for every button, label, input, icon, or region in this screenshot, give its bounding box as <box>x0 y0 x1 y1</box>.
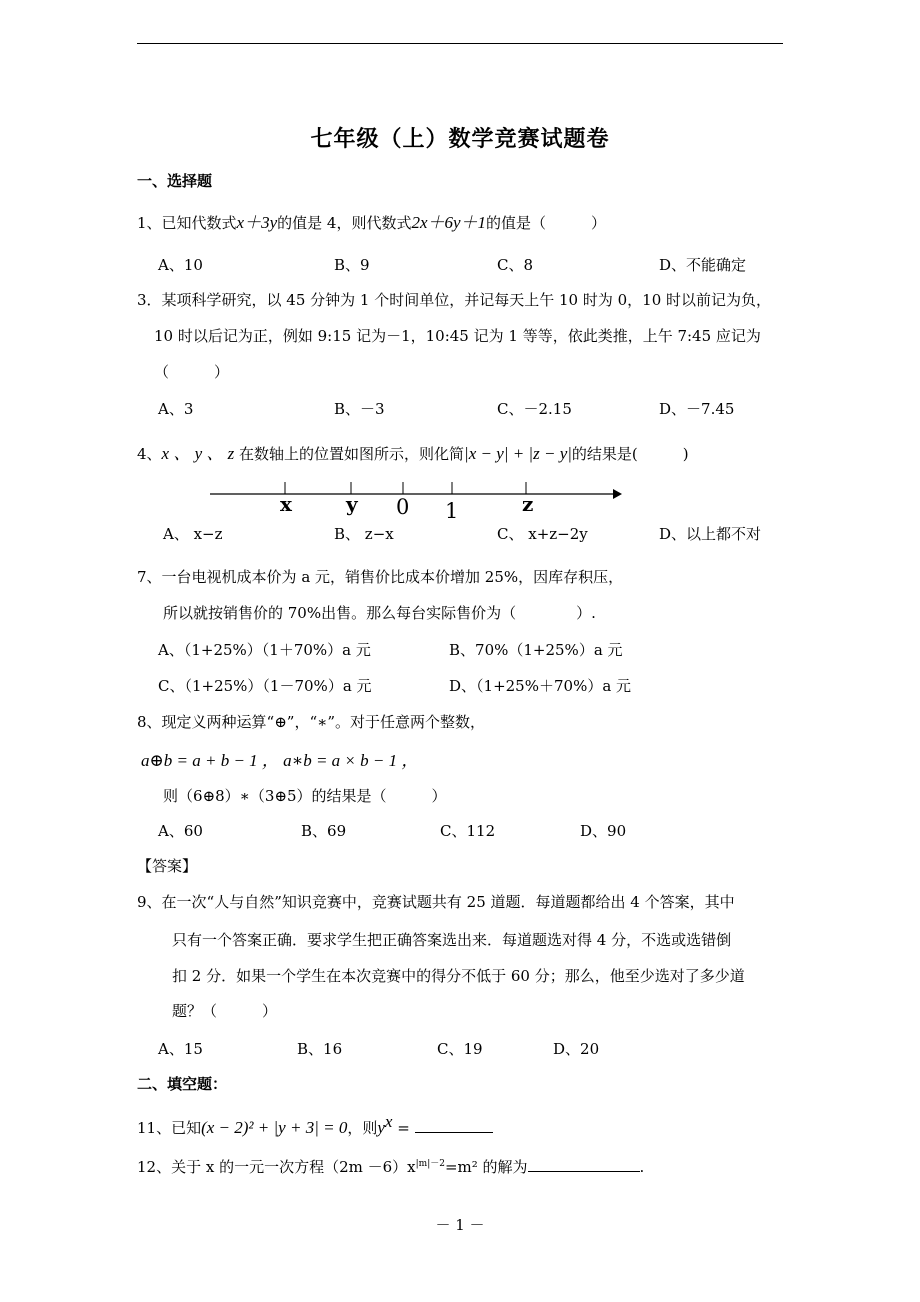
q4-option-b: B、 z−x <box>334 525 394 543</box>
q7-line-2: 所以就按销售价的 70%出售。那么每台实际售价为（ ）. <box>163 604 596 622</box>
q12-text-pre: 12、关于 x 的一元一次方程（2m －6）x <box>137 1158 416 1176</box>
q4-option-d: D、以上都不对 <box>659 525 762 543</box>
q3-option-b: B、－3 <box>334 400 385 418</box>
number-line-arrow <box>613 489 622 499</box>
q4-text-mid: 在数轴上的位置如图所示，则化简 <box>234 445 465 463</box>
q7-line-1: 7、一台电视机成本价为 a 元，销售价比成本价增加 25%，因库存积压， <box>137 568 624 586</box>
q4-option-c: C、 x+z−2y <box>497 525 588 543</box>
q9-line-2: 只有一个答案正确．要求学生把正确答案选出来．每道题选对得 4 分，不选或选错倒 <box>172 931 732 949</box>
q4-option-a: A、 x−z <box>163 525 223 543</box>
q12-period: . <box>639 1158 645 1176</box>
q11-equals: = <box>392 1119 415 1137</box>
section-choice-heading: 一、选择题 <box>137 172 213 190</box>
question-4 <box>137 439 689 464</box>
q12-text-mid: =m² 的解为 <box>444 1158 528 1176</box>
q9-option-d: D、20 <box>553 1040 600 1058</box>
q1-text-mid: 的值是 4，则代数式 <box>277 214 412 232</box>
q9-line-4: 题？（ ） <box>172 1002 278 1020</box>
q8-option-c: C、112 <box>440 822 496 840</box>
q1-option-b: B、9 <box>334 256 370 274</box>
q11-text-mid: ，则 <box>347 1119 378 1137</box>
label-z: z <box>522 492 534 516</box>
q1-option-c: C、8 <box>497 256 534 274</box>
q3-option-a: A、3 <box>158 400 194 418</box>
q1-expression-1: x＋3y <box>236 213 278 232</box>
q12-exponent: |m|－2 <box>415 1159 445 1169</box>
q11-expression: (x − 2)² + |y + 3| = 0 <box>201 1118 348 1137</box>
q3-line-2: 10 时以后记为正，例如 9:15 记为－1，10:45 记为 1 等等，依此类推，上午 7:45 应记为 <box>154 327 761 345</box>
q8-option-a: A、60 <box>158 822 203 840</box>
q7-option-d: D、（1+25%＋70%）a 元 <box>449 677 632 695</box>
q1-option-d: D、不能确定 <box>659 256 747 274</box>
label-x: x <box>280 492 292 516</box>
page-number: － 1 － <box>435 1216 485 1234</box>
q7-option-c: C、（1+25%）（1－70%）a 元 <box>158 677 372 695</box>
section-fill-heading: 二、填空题： <box>137 1075 228 1093</box>
q1-expression-2: 2x＋6y＋1 <box>411 213 487 232</box>
q8-definitions: a⊕b = a + b − 1 ， a∗b = a × b − 1 ， <box>141 751 419 770</box>
q3-line-3: （ ） <box>154 363 230 381</box>
q4-expression: |x − y| + |z − y| <box>464 444 572 463</box>
label-1: 1 <box>445 499 459 522</box>
q11-base: y <box>377 1118 385 1137</box>
q3-option-c: C、－2.15 <box>497 400 572 418</box>
q1-option-a: A、10 <box>158 256 203 274</box>
question-12 <box>137 1156 644 1177</box>
q4-variables: x 、 y 、 z <box>161 444 235 463</box>
q11-text-pre: 11、已知 <box>137 1119 202 1137</box>
q9-line-1: 9、在一次“人与自然”知识竞赛中，竞赛试题共有 25 道题．每道题都给出 4 个答案，其中 <box>137 893 735 911</box>
header-rule <box>137 43 783 44</box>
q9-option-b: B、16 <box>297 1040 343 1058</box>
question-1 <box>137 208 606 233</box>
q7-option-b: B、70%（1+25%）a 元 <box>449 641 623 659</box>
q8-option-d: D、90 <box>580 822 627 840</box>
q9-line-3: 扣 2 分．如果一个学生在本次竞赛中的得分不低于 60 分；那么，他至少选对了多少道 <box>172 967 745 985</box>
page-title: 七年级（上）数学竞赛试题卷 <box>310 126 610 152</box>
q9-option-c: C、19 <box>437 1040 483 1058</box>
q4-text-post: 的结果是( ) <box>571 445 689 463</box>
question-11 <box>137 1112 493 1138</box>
q3-option-d: D、－7.45 <box>659 400 735 418</box>
q9-option-a: A、15 <box>158 1040 203 1058</box>
q11-answer-blank[interactable] <box>415 1118 493 1133</box>
q4-text-pre: 4、 <box>137 445 162 463</box>
q1-text-post: 的值是（ ） <box>486 214 607 232</box>
q3-line-1: 3．某项科学研究，以 45 分钟为 1 个时间单位，并记每天上午 10 时为 0，10 时以前记为负， <box>137 291 772 309</box>
q11-exponent: x <box>384 1112 393 1131</box>
answer-tag: 【答案】 <box>137 857 198 875</box>
q8-option-b: B、69 <box>301 822 347 840</box>
q8-line-1: 8、现定义两种运算“⊕”，“∗”。对于任意两个整数， <box>137 713 485 731</box>
q1-text-pre: 1、已知代数式 <box>137 214 237 232</box>
label-0: 0 <box>396 495 410 519</box>
q7-option-a: A、（1+25%）（1＋70%）a 元 <box>158 641 371 659</box>
label-y: y <box>346 492 358 516</box>
number-line-figure <box>205 472 635 522</box>
q8-line-3: 则（6⊕8）∗（3⊕5）的结果是（ ） <box>163 787 447 805</box>
q12-answer-blank[interactable] <box>528 1157 640 1172</box>
